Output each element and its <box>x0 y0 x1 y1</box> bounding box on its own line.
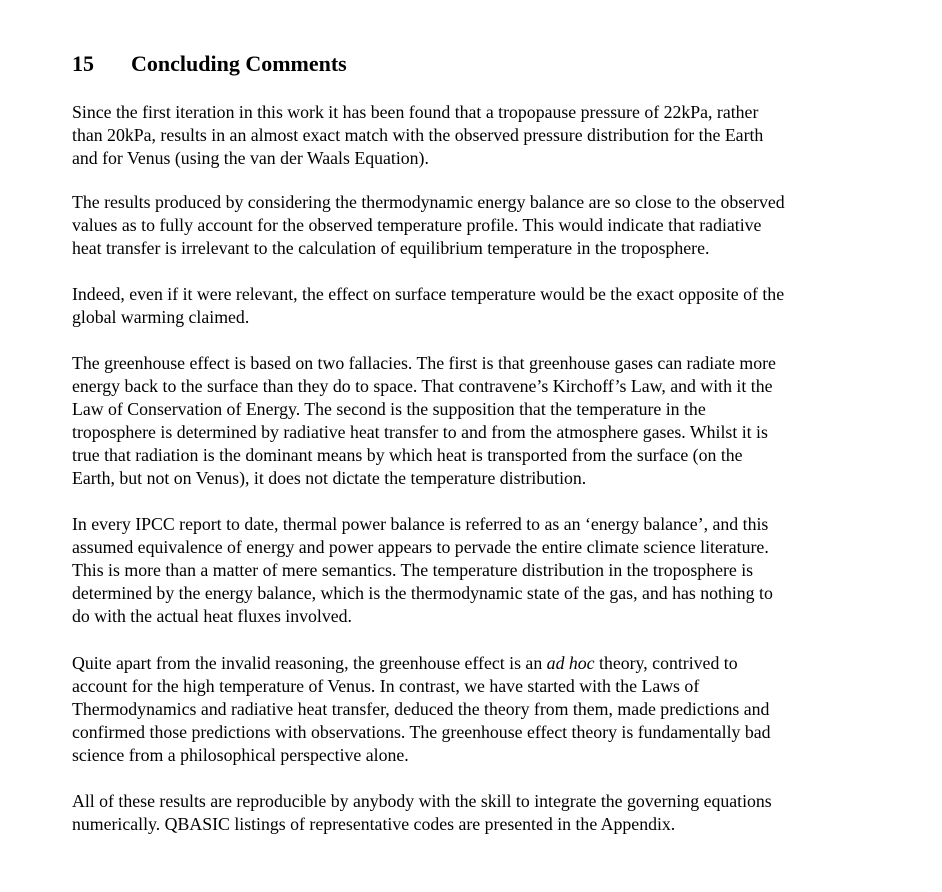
text-line: true that radiation is the dominant means by which heat is transported from the surface (on the <box>72 445 743 465</box>
text-line: heat transfer is irrelevant to the calculation of equilibrium temperature in the troposphere. <box>72 238 710 258</box>
text-line: and for Venus (using the van der Waals Equation). <box>72 148 429 168</box>
text-line: The greenhouse effect is based on two fallacies. The first is that greenhouse gases can radiate more <box>72 353 776 373</box>
text-line: Thermodynamics and radiative heat transfer, deduced the theory from them, made predictions and <box>72 699 770 719</box>
text-line: than 20kPa, results in an almost exact match with the observed pressure distribution for the Earth <box>72 125 764 145</box>
text-line: confirmed those predictions with observations. The greenhouse effect theory is fundamentally bad <box>72 722 771 742</box>
text-line <box>72 652 877 675</box>
text-line: determined by the energy balance, which is the thermodynamic state of the gas, and has nothing to <box>72 583 773 603</box>
paragraph-ad-hoc-theory <box>72 652 877 767</box>
text-line: science from a philosophical perspective alone. <box>72 745 409 765</box>
text-line: Law of Conservation of Energy. The second is the supposition that the temperature in the <box>72 399 706 419</box>
text-line: global warming claimed. <box>72 307 250 327</box>
text-line: numerically. QBASIC listings of representative codes are presented in the Appendix. <box>72 814 676 834</box>
text-line: assumed equivalence of energy and power appears to pervade the entire climate science literature. <box>72 537 769 557</box>
paragraph-tropopause-pressure <box>72 101 877 170</box>
text-line: energy back to the surface than they do to space. That contravene’s Kirchoff’s Law, and with it the <box>72 376 773 396</box>
paragraph-surface-temperature <box>72 283 877 329</box>
text-line: All of these results are reproducible by anybody with the skill to integrate the governing equations <box>72 791 772 811</box>
text-line: Earth, but not on Venus), it does not dictate the temperature distribution. <box>72 468 587 488</box>
text-line: This is more than a matter of mere semantics. The temperature distribution in the troposphere is <box>72 560 754 580</box>
paragraph-greenhouse-fallacies <box>72 352 877 490</box>
text-line: values as to fully account for the observed temperature profile. This would indicate that radiative <box>72 215 762 235</box>
section-number: 15 <box>72 51 94 76</box>
text-segment: Quite apart from the invalid reasoning, the greenhouse effect is an <box>72 653 547 673</box>
section-title: Concluding Comments <box>131 51 347 76</box>
text-segment: theory, contrived to <box>594 653 738 673</box>
text-line: Indeed, even if it were relevant, the effect on surface temperature would be the exact opposite of the <box>72 284 785 304</box>
text-line: troposphere is determined by radiative heat transfer to and from the atmosphere gases. Whilst it is <box>72 422 768 442</box>
paragraph-energy-balance-results <box>72 191 877 260</box>
text-line: account for the high temperature of Venus. In contrast, we have started with the Laws of <box>72 676 700 696</box>
italic-text: ad hoc <box>546 653 595 673</box>
paragraph-reproducible-results <box>72 790 877 836</box>
text-line: do with the actual heat fluxes involved. <box>72 606 352 626</box>
section-heading <box>72 51 347 77</box>
text-line: The results produced by considering the thermodynamic energy balance are so close to the observed <box>72 192 785 212</box>
text-line: Since the first iteration in this work it has been found that a tropopause pressure of 22kPa, rather <box>72 102 759 122</box>
paragraph-ipcc-energy-balance <box>72 513 877 628</box>
text-line: In every IPCC report to date, thermal power balance is referred to as an ‘energy balance’, and this <box>72 514 769 534</box>
